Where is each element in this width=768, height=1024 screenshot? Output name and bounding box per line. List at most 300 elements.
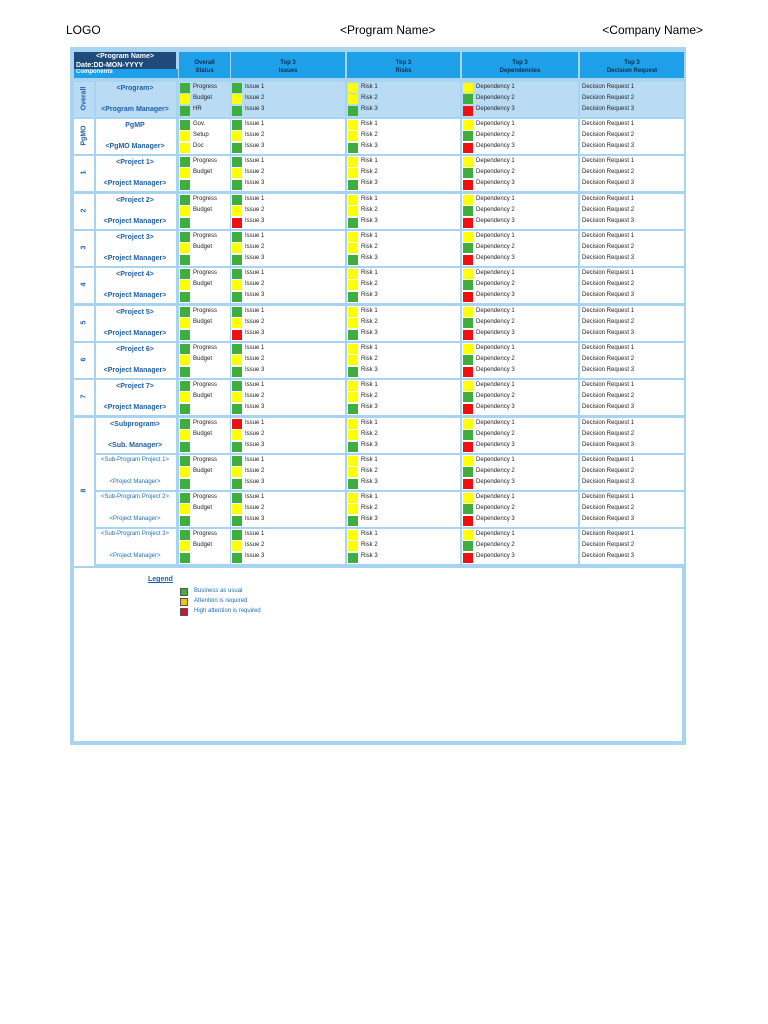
green-status-square	[232, 232, 242, 242]
green-status-square	[463, 318, 473, 328]
red-status-square	[463, 330, 473, 340]
dependencies-text: Dependency 1	[476, 83, 515, 90]
green-status-square	[348, 255, 358, 265]
risks-text: Risk 2	[361, 94, 378, 101]
dependencies-text: Dependency 3	[476, 516, 515, 523]
issues-cell	[231, 418, 345, 453]
yellow-status-square	[232, 280, 242, 290]
issues-text: Issue 1	[245, 195, 265, 202]
yellow-status-square	[463, 381, 473, 391]
green-status-square	[232, 157, 242, 167]
dependencies-text: Dependency 3	[476, 218, 515, 225]
row-label: Overall	[80, 86, 88, 110]
green-status-square	[348, 553, 358, 563]
yellow-status-square	[348, 541, 358, 551]
top-dependencies-header	[462, 52, 578, 78]
row-label: 3	[80, 245, 88, 249]
decision-request-text: Decision Request 1	[582, 120, 635, 127]
component-manager: <Project Manager>	[103, 255, 167, 262]
component-manager: <Project Manager>	[103, 218, 167, 225]
yellow-status-square	[463, 232, 473, 242]
risks-text: Risk 1	[361, 456, 378, 463]
yellow-status-square	[180, 168, 190, 178]
status-text: Budget	[193, 541, 213, 548]
red-status-square	[463, 442, 473, 452]
status-cell	[179, 306, 230, 341]
dependencies-text: Dependency 1	[476, 157, 515, 164]
green-status-square	[232, 195, 242, 205]
green-status-square	[232, 442, 242, 452]
yellow-status-square	[232, 504, 242, 514]
decision-request-cell	[580, 380, 684, 415]
status-text: Progress	[193, 530, 218, 537]
risks-cell	[347, 156, 460, 191]
component-name: <Project 2>	[116, 197, 154, 204]
decision-request-text: Decision Request 1	[582, 530, 635, 537]
yellow-status-square	[348, 318, 358, 328]
dependencies-text: Dependency 3	[476, 442, 515, 449]
issues-text: Issue 2	[245, 504, 265, 511]
decision-request-text: Decision Request 3	[582, 255, 635, 262]
green-status-square	[232, 367, 242, 377]
yellow-status-square	[463, 419, 473, 429]
risks-text: Risk 3	[361, 442, 378, 449]
issues-text: Issue 2	[245, 355, 265, 362]
yellow-status-square	[348, 232, 358, 242]
program-name-header: <Program Name>	[96, 53, 154, 60]
row-label: 7	[80, 394, 88, 398]
issues-cell	[231, 268, 345, 303]
green-status-square	[232, 530, 242, 540]
green-status-square	[232, 479, 242, 489]
row-label: 2	[80, 208, 88, 212]
risks-text: Risk 3	[361, 218, 378, 225]
risks-text: Risk 1	[361, 493, 378, 500]
dependencies-text: Dependency 2	[476, 318, 515, 325]
dependencies-text: Dependency 3	[476, 367, 515, 374]
dependencies-text: Dependency 2	[476, 280, 515, 287]
risks-cell	[347, 455, 460, 490]
yellow-status-square	[348, 94, 358, 104]
row-label: 5	[80, 320, 88, 324]
issues-text: Issue 2	[245, 131, 265, 138]
dependencies-text: Dependency 3	[476, 292, 515, 299]
dependencies-cell	[462, 231, 578, 266]
status-text: Doc	[193, 143, 204, 150]
component-name: <Sub-Program Project 1>	[100, 457, 170, 463]
component-name: <Project 3>	[116, 234, 154, 241]
page-header	[0, 0, 768, 40]
green-status-square	[348, 404, 358, 414]
component-manager: <Project Manager>	[103, 404, 167, 411]
dependencies-text: Dependency 1	[476, 419, 515, 426]
dependencies-text: Dependency 2	[476, 94, 515, 101]
dependencies-cell	[462, 268, 578, 303]
green-status-square	[232, 404, 242, 414]
decision-request-text: Decision Request 3	[582, 330, 635, 337]
dependencies-text: Dependency 2	[476, 168, 515, 175]
yellow-status-square	[463, 157, 473, 167]
yellow-status-square	[232, 131, 242, 141]
red-status-square	[463, 479, 473, 489]
decision-request-text: Decision Request 3	[582, 292, 635, 299]
legend-label: Attention is required	[194, 598, 248, 604]
yellow-status-square	[348, 157, 358, 167]
yellow-status-square	[232, 355, 242, 365]
risks-cell	[347, 119, 460, 154]
header-line-1: Top 3	[395, 60, 412, 66]
risks-text: Risk 3	[361, 404, 378, 411]
decision-request-cell	[580, 529, 684, 564]
decision-request-text: Decision Request 2	[582, 541, 635, 548]
component-cell	[96, 343, 176, 378]
yellow-status-square	[232, 430, 242, 440]
red-status-square	[463, 516, 473, 526]
decision-request-cell	[580, 343, 684, 378]
risks-cell	[347, 268, 460, 303]
yellow-status-square	[348, 131, 358, 141]
header-line-2: Risks	[395, 68, 412, 74]
green-status-square	[232, 106, 242, 116]
yellow-status-square	[348, 530, 358, 540]
decision-request-text: Decision Request 1	[582, 269, 635, 276]
risks-text: Risk 3	[361, 180, 378, 187]
green-status-square	[180, 493, 190, 503]
green-status-square	[180, 180, 190, 190]
risks-text: Risk 1	[361, 83, 378, 90]
status-text: Progress	[193, 344, 218, 351]
issues-text: Issue 3	[245, 106, 265, 113]
dependencies-text: Dependency 1	[476, 232, 515, 239]
decision-request-text: Decision Request 1	[582, 419, 635, 426]
green-status-square	[180, 255, 190, 265]
dependencies-cell	[462, 82, 578, 117]
green-status-square	[180, 344, 190, 354]
component-name: <Program>	[116, 85, 154, 92]
issues-text: Issue 3	[245, 516, 265, 523]
issues-text: Issue 2	[245, 318, 265, 325]
risks-cell	[347, 306, 460, 341]
yellow-status-square	[348, 206, 358, 216]
status-text: Setup	[193, 131, 209, 138]
issues-text: Issue 1	[245, 381, 265, 388]
red-status-square	[463, 106, 473, 116]
issues-text: Issue 3	[245, 180, 265, 187]
component-cell	[96, 82, 176, 117]
decision-request-header	[580, 52, 684, 78]
row-label-cell	[74, 194, 94, 229]
status-text: Progress	[193, 307, 218, 314]
dependencies-text: Dependency 1	[476, 120, 515, 127]
yellow-status-square	[180, 318, 190, 328]
dependencies-text: Dependency 3	[476, 553, 515, 560]
header-line-2: Status	[195, 68, 214, 74]
risks-text: Risk 2	[361, 541, 378, 548]
yellow-status-square	[180, 131, 190, 141]
dependencies-text: Dependency 3	[476, 479, 515, 486]
dependencies-cell	[462, 306, 578, 341]
row-label: PgMO	[80, 124, 88, 146]
risks-text: Risk 2	[361, 131, 378, 138]
red-status-square	[463, 292, 473, 302]
dependencies-text: Dependency 3	[476, 106, 515, 113]
green-status-square	[348, 180, 358, 190]
red-status-square	[232, 419, 242, 429]
yellow-status-square	[348, 168, 358, 178]
decision-request-text: Decision Request 1	[582, 83, 635, 90]
green-status-square	[232, 381, 242, 391]
risks-text: Risk 2	[361, 504, 378, 511]
row-label-cell	[74, 306, 94, 341]
decision-request-text: Decision Request 3	[582, 479, 635, 486]
decision-request-text: Decision Request 3	[582, 553, 635, 560]
yellow-status-square	[348, 392, 358, 402]
yellow-status-square	[232, 168, 242, 178]
issues-text: Issue 2	[245, 392, 265, 399]
legend-swatch-red	[180, 608, 188, 616]
decision-request-cell	[580, 156, 684, 191]
green-status-square	[180, 83, 190, 93]
decision-request-text: Decision Request 3	[582, 367, 635, 374]
dependencies-text: Dependency 3	[476, 404, 515, 411]
green-status-square	[232, 456, 242, 466]
issues-text: Issue 3	[245, 553, 265, 560]
decision-request-cell	[580, 231, 684, 266]
green-status-square	[232, 255, 242, 265]
risks-text: Risk 2	[361, 355, 378, 362]
green-status-square	[348, 516, 358, 526]
green-status-square	[463, 206, 473, 216]
status-text: Progress	[193, 232, 218, 239]
yellow-status-square	[232, 392, 242, 402]
components-header: Components	[74, 69, 178, 78]
green-status-square	[232, 292, 242, 302]
dependencies-text: Dependency 3	[476, 143, 515, 150]
issues-text: Issue 2	[245, 430, 265, 437]
green-status-square	[180, 218, 190, 228]
status-text: Progress	[193, 269, 218, 276]
legend-swatch-yellow	[180, 598, 188, 606]
dependencies-text: Dependency 2	[476, 504, 515, 511]
red-status-square	[463, 404, 473, 414]
yellow-status-square	[180, 392, 190, 402]
dependencies-text: Dependency 3	[476, 255, 515, 262]
risks-cell	[347, 418, 460, 453]
dependencies-text: Dependency 3	[476, 330, 515, 337]
risks-cell	[347, 82, 460, 117]
green-status-square	[463, 541, 473, 551]
green-status-square	[232, 344, 242, 354]
green-status-square	[180, 120, 190, 130]
yellow-status-square	[180, 206, 190, 216]
yellow-status-square	[463, 195, 473, 205]
component-cell	[96, 119, 176, 154]
component-name: <Project 1>	[116, 159, 154, 166]
decision-request-text: Decision Request 1	[582, 307, 635, 314]
decision-request-text: Decision Request 3	[582, 442, 635, 449]
dependencies-text: Dependency 1	[476, 344, 515, 351]
risks-text: Risk 3	[361, 367, 378, 374]
status-cell	[179, 231, 230, 266]
component-cell	[96, 268, 176, 303]
green-status-square	[232, 493, 242, 503]
red-status-square	[463, 255, 473, 265]
dependencies-cell	[462, 492, 578, 527]
status-text: Budget	[193, 280, 213, 287]
yellow-status-square	[232, 318, 242, 328]
company-name-title: <Company Name>	[602, 23, 703, 37]
issues-text: Issue 1	[245, 157, 265, 164]
decision-request-text: Decision Request 2	[582, 504, 635, 511]
dependencies-text: Dependency 2	[476, 541, 515, 548]
component-manager: <Sub. Manager>	[107, 442, 163, 449]
yellow-status-square	[348, 280, 358, 290]
risks-text: Risk 1	[361, 120, 378, 127]
decision-request-text: Decision Request 3	[582, 516, 635, 523]
status-text: Budget	[193, 430, 213, 437]
risks-text: Risk 2	[361, 392, 378, 399]
green-status-square	[348, 330, 358, 340]
issues-text: Issue 1	[245, 269, 265, 276]
status-text: Progress	[193, 493, 218, 500]
green-status-square	[180, 553, 190, 563]
component-manager: <Project Manager>	[109, 516, 161, 522]
legend-label: Business as usual	[194, 588, 243, 594]
yellow-status-square	[348, 467, 358, 477]
component-manager: <Program Manager>	[101, 106, 169, 113]
decision-request-text: Decision Request 1	[582, 344, 635, 351]
header-line-1: Top 3	[280, 60, 296, 66]
component-cell	[96, 380, 176, 415]
issues-cell	[231, 492, 345, 527]
yellow-status-square	[348, 243, 358, 253]
yellow-status-square	[180, 94, 190, 104]
green-status-square	[180, 516, 190, 526]
issues-text: Issue 1	[245, 344, 265, 351]
component-manager: <Project Manager>	[109, 479, 161, 485]
component-name: <Project 7>	[116, 383, 154, 390]
status-cell	[179, 455, 230, 490]
component-cell	[96, 418, 176, 453]
yellow-status-square	[180, 541, 190, 551]
issues-text: Issue 1	[245, 307, 265, 314]
status-text: Progress	[193, 195, 218, 202]
decision-request-text: Decision Request 2	[582, 94, 635, 101]
status-cell	[179, 268, 230, 303]
yellow-status-square	[180, 280, 190, 290]
risks-cell	[347, 343, 460, 378]
issues-text: Issue 2	[245, 243, 265, 250]
status-text: Budget	[193, 504, 213, 511]
yellow-status-square	[348, 195, 358, 205]
status-text: Budget	[193, 206, 213, 213]
status-text: HR	[193, 106, 202, 113]
issues-cell	[231, 306, 345, 341]
legend-title: Legend	[148, 576, 173, 583]
risks-text: Risk 3	[361, 516, 378, 523]
issues-text: Issue 2	[245, 280, 265, 287]
decision-request-text: Decision Request 2	[582, 355, 635, 362]
issues-text: Issue 3	[245, 330, 265, 337]
risks-text: Risk 2	[361, 430, 378, 437]
issues-cell	[231, 82, 345, 117]
risks-text: Risk 3	[361, 479, 378, 486]
green-status-square	[180, 419, 190, 429]
decision-request-cell	[580, 194, 684, 229]
issues-text: Issue 2	[245, 541, 265, 548]
risks-cell	[347, 492, 460, 527]
decision-request-text: Decision Request 2	[582, 243, 635, 250]
green-status-square	[348, 367, 358, 377]
row-label-cell	[74, 418, 94, 566]
yellow-status-square	[463, 493, 473, 503]
status-text: Budget	[193, 392, 213, 399]
dependencies-cell	[462, 119, 578, 154]
dependencies-text: Dependency 2	[476, 243, 515, 250]
issues-cell	[231, 529, 345, 564]
status-text: Progress	[193, 381, 218, 388]
decision-request-text: Decision Request 2	[582, 280, 635, 287]
decision-request-text: Decision Request 3	[582, 218, 635, 225]
yellow-status-square	[348, 355, 358, 365]
green-status-square	[463, 280, 473, 290]
status-text: Progress	[193, 456, 218, 463]
legend-label: High attention is required	[194, 608, 261, 614]
green-status-square	[463, 392, 473, 402]
component-manager: <Project Manager>	[103, 330, 167, 337]
risks-text: Risk 1	[361, 419, 378, 426]
green-status-square	[180, 456, 190, 466]
status-cell	[179, 529, 230, 564]
green-status-square	[180, 367, 190, 377]
green-status-square	[232, 516, 242, 526]
issues-text: Issue 1	[245, 493, 265, 500]
green-status-square	[463, 467, 473, 477]
green-status-square	[232, 143, 242, 153]
status-cell	[179, 82, 230, 117]
risks-cell	[347, 380, 460, 415]
risks-text: Risk 2	[361, 467, 378, 474]
row-label-cell	[74, 82, 94, 117]
issues-cell	[231, 455, 345, 490]
component-cell	[96, 529, 176, 564]
row-label: 6	[80, 357, 88, 361]
green-status-square	[463, 243, 473, 253]
yellow-status-square	[232, 467, 242, 477]
yellow-status-square	[232, 94, 242, 104]
issues-text: Issue 1	[245, 456, 265, 463]
issues-text: Issue 3	[245, 367, 265, 374]
decision-request-text: Decision Request 3	[582, 143, 635, 150]
yellow-status-square	[348, 456, 358, 466]
green-status-square	[463, 504, 473, 514]
green-status-square	[348, 292, 358, 302]
green-status-square	[180, 269, 190, 279]
component-cell	[96, 455, 176, 490]
yellow-status-square	[348, 120, 358, 130]
report-date: Date:DD-MON-YYYY	[76, 62, 144, 69]
component-manager: <Project Manager>	[103, 180, 167, 187]
decision-request-text: Decision Request 2	[582, 206, 635, 213]
issues-cell	[231, 119, 345, 154]
yellow-status-square	[348, 419, 358, 429]
green-status-square	[180, 404, 190, 414]
status-text: Progress	[193, 157, 218, 164]
issues-text: Issue 2	[245, 206, 265, 213]
green-status-square	[180, 157, 190, 167]
issues-cell	[231, 231, 345, 266]
decision-request-text: Decision Request 2	[582, 318, 635, 325]
